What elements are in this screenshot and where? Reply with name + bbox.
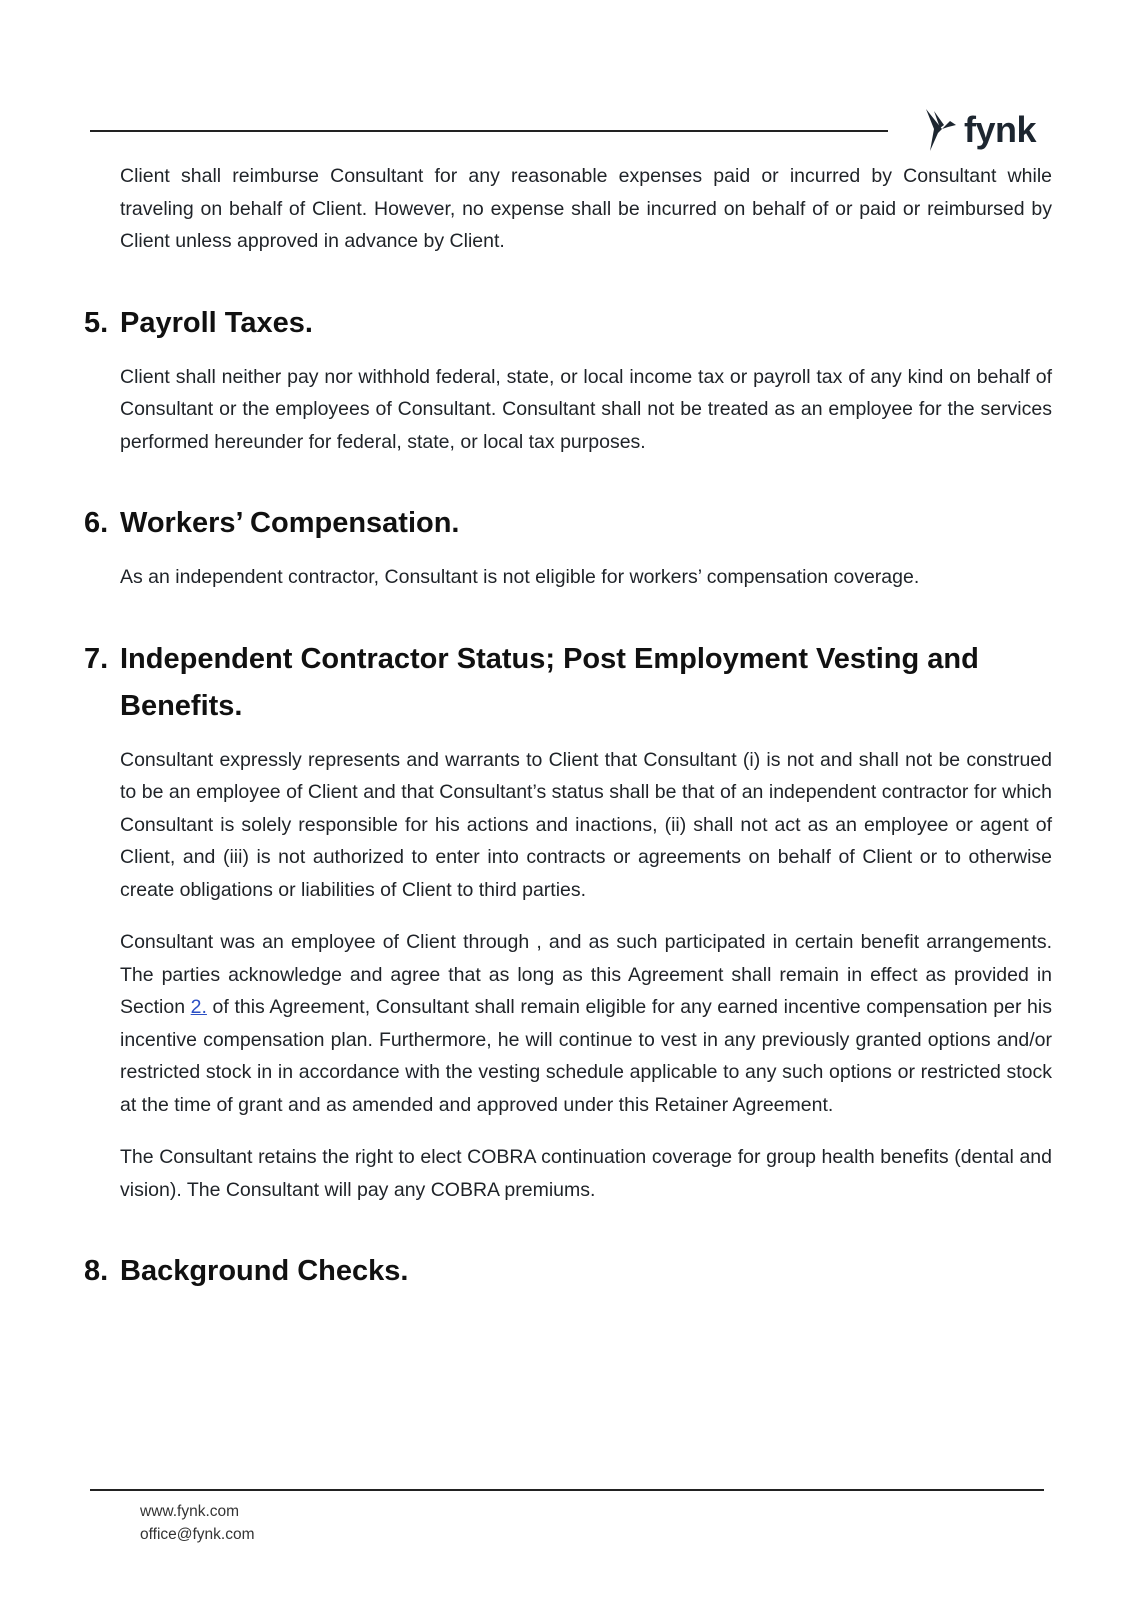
section-5-paragraph: Client shall neither pay nor withhold federal, state, or local income tax or payroll tax of any kind on behalf of Consultant or the employees of Consultant. Consultant shall not be treated as an employee for the services performed hereunder for federal, state, or local tax purposes. [120, 365, 1052, 453]
footer-website[interactable]: www.fynk.com [140, 1503, 240, 1520]
page-footer [140, 1500, 255, 1546]
section-7-paragraph-3: The Consultant retains the right to elect COBRA continuation coverage for group health benefits (dental and vision). The Consultant will pay any COBRA premiums. [120, 1146, 1052, 1201]
intro-paragraph: Client shall reimburse Consultant for any reasonable expenses paid or incurred by Consultant while traveling on behalf of Client. However, no expense shall be incurred on behalf of or paid or reimbursed by Client unless approved in advance by Client. [120, 165, 1052, 252]
section-7-paragraph-1: Consultant expressly represents and warrants to Client that Consultant (i) is not and shall not be construed to be an employee of Client and that Consultant’s status shall be that of an independent contractor for which Consultant is solely responsible for his actions and inactions, (ii) shall not act as an employee or agent of Client, and (iii) is not authorized to enter into contracts or agreements on behalf of Client or to otherwise create obligations or liabilities of Client to third parties. [120, 748, 1052, 901]
footer-rule [90, 1489, 1044, 1491]
section-8-heading [84, 1248, 1052, 1295]
section-6-heading [84, 500, 1052, 547]
section-7-heading [84, 636, 1052, 730]
section-title: Independent Contractor Status; Post Employment Vesting and Benefits. [120, 642, 979, 722]
document-body [84, 160, 1052, 1295]
section-7-paragraph-2 [120, 926, 1052, 1121]
paragraph-text-before-link: Consultant was an employee of Client through , and as such participated in certain benefit arrangements. The parties acknowledge and agree that as long as this Agreement shall remain in effect as provided in Section [120, 931, 1052, 1018]
section-number: 8. [84, 1255, 109, 1287]
brand-name: fynk [964, 109, 1037, 150]
section-title: Background Checks. [120, 1255, 409, 1287]
section-title: Payroll Taxes. [120, 306, 313, 339]
footer-email[interactable]: office@fynk.com [140, 1526, 255, 1543]
fynk-bird-logo-icon [920, 107, 960, 153]
section-number: 7. [84, 642, 109, 675]
section-number: 6. [84, 507, 109, 539]
section-6-paragraph: As an independent contractor, Consultant is not eligible for workers’ compensation coverage. [120, 566, 920, 588]
section-2-link[interactable]: 2. [190, 996, 207, 1018]
paragraph-text-after-link: of this Agreement, Consultant shall remain eligible for any earned incentive compensation per his incentive compensation plan. Furthermore, he will continue to vest in any previously granted options and/or restricted stock in in accordance with the vesting schedule applicable to any such options or restricted stock at the time of grant and as amended and approved under this Retainer Agreement. [120, 996, 1052, 1116]
header-rule [90, 130, 888, 132]
section-number: 5. [84, 306, 109, 339]
brand-logo[interactable] [920, 104, 1036, 156]
section-title: Workers’ Compensation. [120, 507, 460, 539]
section-5-heading [84, 300, 1052, 347]
